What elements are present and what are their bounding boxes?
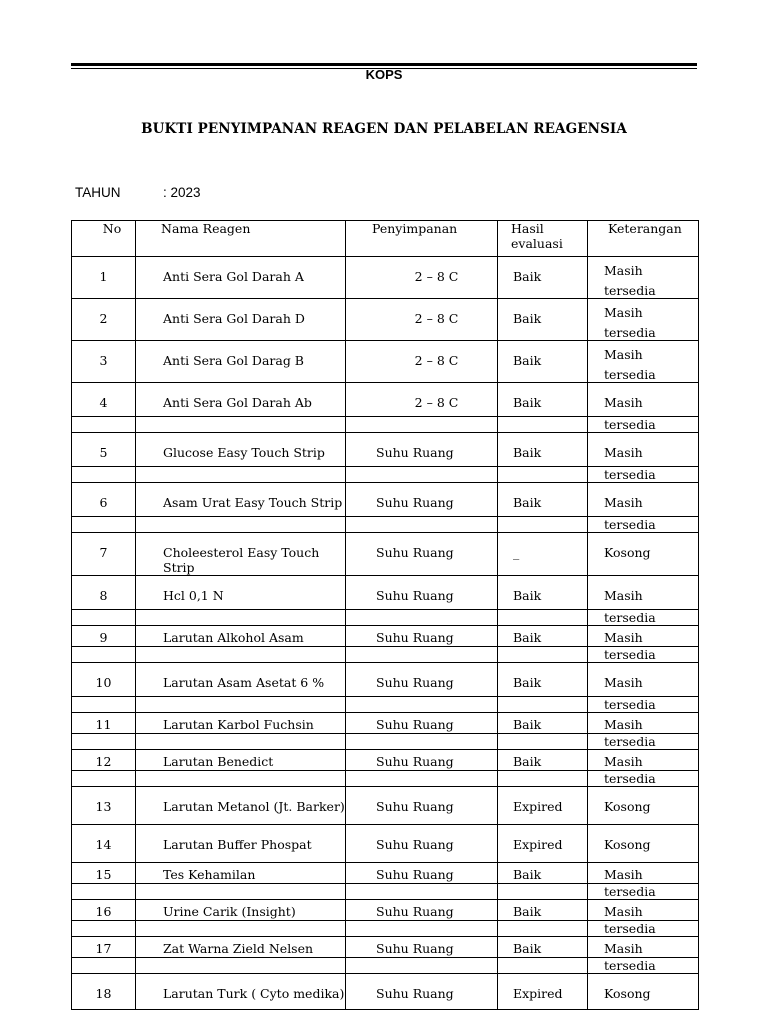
cell-no: 8	[72, 576, 136, 610]
table-row	[72, 383, 699, 417]
empty-cell	[346, 517, 498, 533]
cell-no: 7	[72, 533, 136, 576]
empty-cell	[498, 517, 588, 533]
cell-hasil-evaluasi: Baik	[498, 663, 588, 697]
empty-cell	[346, 884, 498, 900]
cell-keterangan: Masih	[588, 626, 699, 647]
table-row	[72, 257, 699, 299]
cell-penyimpanan: Suhu Ruang	[346, 825, 498, 863]
document-title: BUKTI PENYIMPANAN REAGEN DAN PELABELAN REAGENSIA	[141, 121, 627, 137]
cell-hasil-evaluasi: Baik	[498, 863, 588, 884]
empty-cell	[498, 417, 588, 433]
cell-nama-reagen: Larutan Alkohol Asam	[136, 626, 346, 647]
cell-penyimpanan: 2 – 8 C	[346, 299, 498, 341]
cell-no: 18	[72, 974, 136, 1010]
table-row	[72, 974, 699, 1010]
table-row	[72, 663, 699, 697]
empty-cell	[72, 467, 136, 483]
cell-hasil-evaluasi: Expired	[498, 974, 588, 1010]
empty-cell	[498, 921, 588, 937]
cell-keterangan-continuation: tersedia	[588, 417, 699, 433]
empty-cell	[136, 517, 346, 533]
cell-hasil-evaluasi: Baik	[498, 937, 588, 958]
cell-penyimpanan: Suhu Ruang	[346, 433, 498, 467]
cell-keterangan: Masih	[588, 900, 699, 921]
cell-penyimpanan: Suhu Ruang	[346, 576, 498, 610]
cell-keterangan: Kosong	[588, 787, 699, 825]
cell-penyimpanan: Suhu Ruang	[346, 787, 498, 825]
cell-penyimpanan: Suhu Ruang	[346, 626, 498, 647]
cell-no: 1	[72, 257, 136, 299]
empty-cell	[136, 884, 346, 900]
cell-hasil-evaluasi: Baik	[498, 483, 588, 517]
cell-no: 11	[72, 713, 136, 734]
empty-cell	[72, 734, 136, 750]
empty-cell	[72, 647, 136, 663]
empty-cell	[72, 958, 136, 974]
reagent-table	[71, 220, 699, 1010]
empty-cell	[136, 417, 346, 433]
empty-cell	[346, 771, 498, 787]
cell-nama-reagen: Urine Carik (Insight)	[136, 900, 346, 921]
cell-keterangan	[588, 299, 699, 341]
empty-cell	[136, 958, 346, 974]
cell-hasil-evaluasi: Baik	[498, 713, 588, 734]
cell-penyimpanan: Suhu Ruang	[346, 713, 498, 734]
cell-nama-reagen: Larutan Buffer Phospat	[136, 825, 346, 863]
cell-no: 12	[72, 750, 136, 771]
empty-cell	[136, 734, 346, 750]
cell-no: 6	[72, 483, 136, 517]
table-row	[72, 787, 699, 825]
cell-keterangan: Masih	[588, 383, 699, 417]
empty-cell	[498, 734, 588, 750]
table-row	[72, 341, 699, 383]
cell-keterangan-continuation: tersedia	[588, 734, 699, 750]
cell-no: 3	[72, 341, 136, 383]
cell-keterangan-continuation: tersedia	[588, 884, 699, 900]
table-row	[72, 626, 699, 647]
cell-nama-reagen: Anti Sera Gol Darah D	[136, 299, 346, 341]
cell-no: 14	[72, 825, 136, 863]
cell-nama-reagen: Asam Urat Easy Touch Strip	[136, 483, 346, 517]
cell-keterangan: Masih	[588, 750, 699, 771]
empty-cell	[72, 771, 136, 787]
cell-hasil-evaluasi: _	[498, 533, 588, 576]
empty-cell	[498, 467, 588, 483]
cell-keterangan: Masih	[588, 576, 699, 610]
table-row	[72, 433, 699, 467]
year-label: TAHUN	[75, 185, 121, 200]
cell-hasil-evaluasi: Baik	[498, 299, 588, 341]
keterangan-line-1: Masih	[604, 347, 643, 362]
column-header-penyimpanan: Penyimpanan	[346, 221, 498, 257]
empty-cell	[346, 417, 498, 433]
empty-cell	[136, 921, 346, 937]
empty-cell	[72, 921, 136, 937]
cell-keterangan-continuation: tersedia	[588, 610, 699, 626]
table-row-continuation	[72, 884, 699, 900]
cell-nama-reagen: Tes Kehamilan	[136, 863, 346, 884]
table-row-continuation	[72, 734, 699, 750]
column-header-nama: Nama Reagen	[136, 221, 346, 257]
cell-penyimpanan: Suhu Ruang	[346, 483, 498, 517]
empty-cell	[498, 958, 588, 974]
cell-keterangan-continuation: tersedia	[588, 771, 699, 787]
cell-nama-reagen: Choleesterol Easy Touch Strip	[136, 533, 346, 576]
cell-no: 17	[72, 937, 136, 958]
keterangan-line-2: tersedia	[604, 367, 656, 382]
cell-no: 9	[72, 626, 136, 647]
cell-no: 15	[72, 863, 136, 884]
empty-cell	[72, 517, 136, 533]
cell-keterangan	[588, 257, 699, 299]
empty-cell	[498, 610, 588, 626]
cell-penyimpanan: Suhu Ruang	[346, 974, 498, 1010]
cell-no: 2	[72, 299, 136, 341]
empty-cell	[498, 884, 588, 900]
cell-hasil-evaluasi: Expired	[498, 825, 588, 863]
cell-penyimpanan: 2 – 8 C	[346, 383, 498, 417]
cell-keterangan-continuation: tersedia	[588, 958, 699, 974]
cell-hasil-evaluasi: Baik	[498, 341, 588, 383]
cell-hasil-evaluasi: Baik	[498, 750, 588, 771]
cell-nama-reagen: Larutan Karbol Fuchsin	[136, 713, 346, 734]
table-row-continuation	[72, 417, 699, 433]
table-row	[72, 900, 699, 921]
cell-penyimpanan: Suhu Ruang	[346, 863, 498, 884]
table-header-row	[72, 221, 699, 257]
keterangan-line-2: tersedia	[604, 325, 656, 340]
cell-penyimpanan: Suhu Ruang	[346, 900, 498, 921]
empty-cell	[136, 771, 346, 787]
empty-cell	[72, 697, 136, 713]
table-row	[72, 937, 699, 958]
table-row	[72, 713, 699, 734]
empty-cell	[72, 610, 136, 626]
cell-nama-reagen: Zat Warna Zield Nelsen	[136, 937, 346, 958]
empty-cell	[346, 921, 498, 937]
cell-penyimpanan: 2 – 8 C	[346, 341, 498, 383]
cell-nama-reagen: Larutan Turk ( Cyto medika)	[136, 974, 346, 1010]
empty-cell	[498, 647, 588, 663]
empty-cell	[346, 647, 498, 663]
cell-keterangan-continuation: tersedia	[588, 647, 699, 663]
column-header-keterangan: Keterangan	[588, 221, 699, 257]
cell-nama-reagen: Larutan Metanol (Jt. Barker)	[136, 787, 346, 825]
cell-keterangan: Masih	[588, 713, 699, 734]
cell-hasil-evaluasi: Expired	[498, 787, 588, 825]
table-row	[72, 483, 699, 517]
empty-cell	[136, 610, 346, 626]
cell-keterangan: Kosong	[588, 974, 699, 1010]
table-row	[72, 750, 699, 771]
cell-penyimpanan: 2 – 8 C	[346, 257, 498, 299]
cell-penyimpanan: Suhu Ruang	[346, 533, 498, 576]
table-row	[72, 825, 699, 863]
cell-keterangan	[588, 341, 699, 383]
cell-hasil-evaluasi: Baik	[498, 383, 588, 417]
cell-hasil-evaluasi: Baik	[498, 900, 588, 921]
empty-cell	[136, 647, 346, 663]
empty-cell	[136, 467, 346, 483]
table-row-continuation	[72, 647, 699, 663]
cell-nama-reagen: Anti Sera Gol Darag B	[136, 341, 346, 383]
table-row-continuation	[72, 921, 699, 937]
empty-cell	[346, 467, 498, 483]
cell-keterangan: Masih	[588, 863, 699, 884]
table-row-continuation	[72, 771, 699, 787]
cell-keterangan-continuation: tersedia	[588, 921, 699, 937]
cell-keterangan: Masih	[588, 483, 699, 517]
cell-nama-reagen: Larutan Benedict	[136, 750, 346, 771]
cell-hasil-evaluasi: Baik	[498, 433, 588, 467]
empty-cell	[346, 610, 498, 626]
column-header-no: No	[72, 221, 136, 257]
cell-penyimpanan: Suhu Ruang	[346, 663, 498, 697]
cell-keterangan: Kosong	[588, 825, 699, 863]
kop-label: KOPS	[365, 67, 403, 82]
cell-nama-reagen: Anti Sera Gol Darah Ab	[136, 383, 346, 417]
cell-keterangan: Masih	[588, 663, 699, 697]
year-value: : 2023	[163, 185, 201, 200]
cell-hasil-evaluasi: Baik	[498, 257, 588, 299]
cell-no: 4	[72, 383, 136, 417]
column-header-hasil: Hasil evaluasi	[498, 221, 588, 257]
cell-penyimpanan: Suhu Ruang	[346, 750, 498, 771]
empty-cell	[498, 771, 588, 787]
table-row	[72, 299, 699, 341]
table-row	[72, 863, 699, 884]
table-row-continuation	[72, 517, 699, 533]
table-row-continuation	[72, 958, 699, 974]
cell-hasil-evaluasi: Baik	[498, 626, 588, 647]
keterangan-line-1: Masih	[604, 263, 643, 278]
cell-keterangan-continuation: tersedia	[588, 517, 699, 533]
cell-penyimpanan: Suhu Ruang	[346, 937, 498, 958]
keterangan-line-2: tersedia	[604, 283, 656, 298]
empty-cell	[346, 734, 498, 750]
table-row	[72, 576, 699, 610]
cell-no: 16	[72, 900, 136, 921]
header-rule-thick	[71, 63, 697, 66]
cell-keterangan: Kosong	[588, 533, 699, 576]
cell-keterangan-continuation: tersedia	[588, 467, 699, 483]
cell-no: 13	[72, 787, 136, 825]
cell-no: 10	[72, 663, 136, 697]
cell-keterangan-continuation: tersedia	[588, 697, 699, 713]
cell-no: 5	[72, 433, 136, 467]
empty-cell	[498, 697, 588, 713]
table-row	[72, 533, 699, 576]
empty-cell	[346, 697, 498, 713]
empty-cell	[72, 417, 136, 433]
cell-nama-reagen: Hcl 0,1 N	[136, 576, 346, 610]
empty-cell	[72, 884, 136, 900]
keterangan-line-1: Masih	[604, 305, 643, 320]
empty-cell	[136, 697, 346, 713]
cell-hasil-evaluasi: Baik	[498, 576, 588, 610]
cell-nama-reagen: Anti Sera Gol Darah A	[136, 257, 346, 299]
empty-cell	[346, 958, 498, 974]
cell-nama-reagen: Glucose Easy Touch Strip	[136, 433, 346, 467]
cell-keterangan: Masih	[588, 433, 699, 467]
cell-keterangan: Masih	[588, 937, 699, 958]
cell-nama-reagen: Larutan Asam Asetat 6 %	[136, 663, 346, 697]
table-row-continuation	[72, 610, 699, 626]
table-row-continuation	[72, 697, 699, 713]
table-row-continuation	[72, 467, 699, 483]
